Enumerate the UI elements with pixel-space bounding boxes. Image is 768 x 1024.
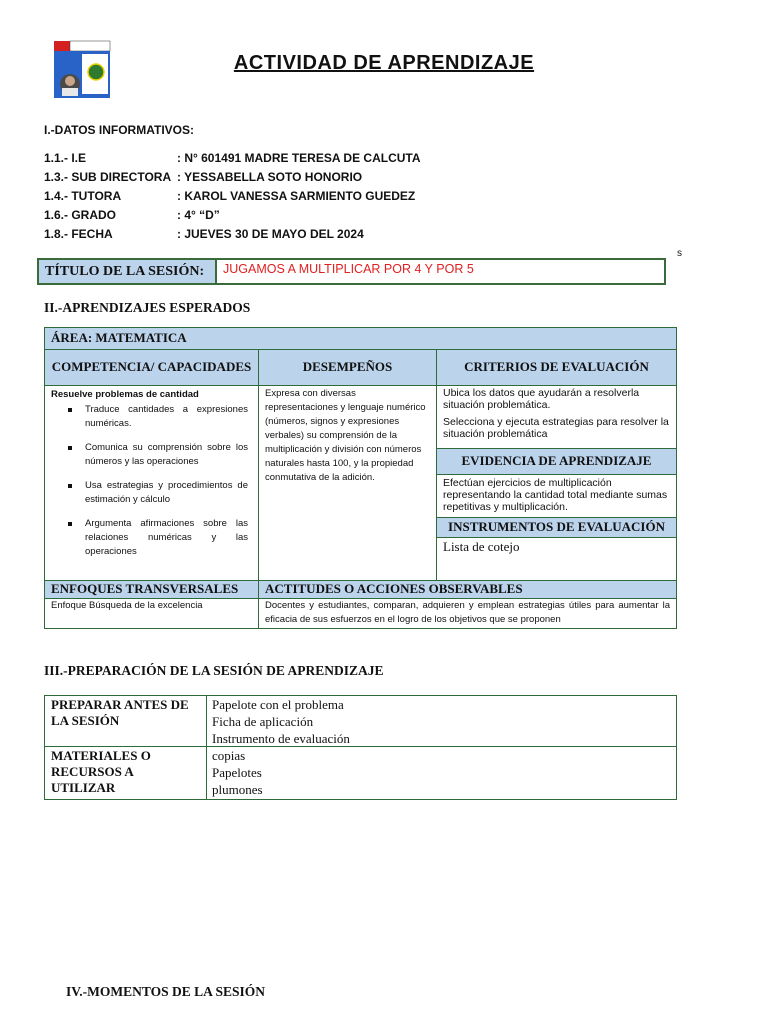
- criterio-item: Selecciona y ejecuta estrategias para resolver la situación problemática: [443, 416, 669, 440]
- enfoque-cell: Enfoque Búsqueda de la excelencia: [44, 598, 259, 629]
- info-label: 1.6.- GRADO: [44, 208, 117, 222]
- instrumentos-cell: Lista de cotejo: [436, 537, 677, 581]
- info-label: 1.1.- I.E: [44, 151, 87, 165]
- actitudes-header: ACTITUDES O ACCIONES OBSERVABLES: [258, 580, 677, 599]
- prep-item: Ficha de aplicación: [212, 714, 314, 729]
- section-heading-aprendizajes: II.-APRENDIZAJES ESPERADOS: [44, 300, 251, 315]
- criterios-cell: [436, 385, 677, 449]
- capacidad-item: Usa estrategias y procedimientos de estimación y cálculo: [85, 479, 254, 507]
- info-value: : JUEVES 30 DE MAYO DEL 2024: [177, 227, 364, 241]
- competencia-header: COMPETENCIA/ CAPACIDADES: [44, 349, 259, 386]
- session-title-label: TÍTULO DE LA SESIÓN:: [39, 260, 217, 283]
- prep-item: plumones: [212, 782, 263, 797]
- prep-item: Instrumento de evaluación: [212, 731, 350, 746]
- prep-label-line: RECURSOS A UTILIZAR: [51, 764, 133, 795]
- instrumentos-header: INSTRUMENTOS DE EVALUACIÓN: [436, 517, 677, 538]
- section-heading-momentos: IV.-MOMENTOS DE LA SESIÓN: [66, 984, 266, 999]
- capacidades-list: [51, 403, 254, 559]
- enfoques-header: ENFOQUES TRANSVERSALES: [44, 580, 259, 599]
- prep-label-line: MATERIALES O: [51, 748, 151, 763]
- capacidad-item: Comunica su comprensión sobre los números y las operaciones: [85, 441, 254, 469]
- stray-character: s: [677, 248, 682, 259]
- info-label: 1.4.- TUTORA: [44, 189, 122, 203]
- actitud-cell: Docentes y estudiantes, comparan, adquieren y emplean estrategias útiles para aumentar la eficacia de sus esfuerzos en el logro de los objetivos que se proponen: [258, 598, 677, 629]
- info-value: : YESSABELLA SOTO HONORIO: [177, 170, 363, 184]
- info-value: : N° 601491 MADRE TERESA DE CALCUTA: [177, 151, 421, 165]
- prep-label-line: PREPARAR ANTES DE: [51, 697, 189, 712]
- section-heading-preparacion: III.-PREPARACIÓN DE LA SESIÓN DE APRENDIZAJE: [44, 663, 384, 678]
- prep-item: Papelote con el problema: [212, 697, 344, 712]
- session-title-box: [37, 258, 666, 285]
- info-value: : KAROL VANESSA SARMIENTO GUEDEZ: [177, 189, 416, 203]
- capacidad-item: Traduce cantidades a expresiones numéricas.: [85, 403, 254, 431]
- competencia-cell: [44, 385, 259, 581]
- prep-item: copias: [212, 748, 246, 763]
- info-value: : 4° “D”: [177, 208, 220, 222]
- section-heading-datos: I.-DATOS INFORMATIVOS:: [44, 123, 194, 137]
- evidencia-cell: Efectúan ejercicios de multiplicación representando la cantidad total mediante sumas repetitivas y multiplicación.: [436, 474, 677, 518]
- preparar-label-cell: [44, 695, 207, 747]
- session-title-value: JUGAMOS A MULTIPLICAR POR 4 Y POR 5: [223, 262, 474, 276]
- area-header: ÁREA: MATEMATICA: [44, 327, 677, 350]
- desempeno-cell: Expresa con diversas representaciones y lenguaje numérico (números, signos y expresiones verbales) su comprensión de la multiplicación y división con números naturales hasta 100, y la propiedad conmutativa de la adición.: [258, 385, 437, 581]
- competencia-title: Resuelve problemas de cantidad: [51, 389, 199, 400]
- criterio-item: Ubica los datos que ayudarán a resolverla situación problemática.: [443, 387, 640, 411]
- desempenos-header: DESEMPEÑOS: [258, 349, 437, 386]
- info-label: 1.3.- SUB DIRECTORA: [44, 170, 172, 184]
- info-label: 1.8.- FECHA: [44, 227, 113, 241]
- materiales-items-cell: [206, 746, 677, 800]
- materiales-label-cell: [44, 746, 207, 800]
- capacidad-item: Argumenta afirmaciones sobre las relaciones numéricas y las operaciones: [85, 517, 254, 559]
- preparar-items-cell: [206, 695, 677, 747]
- page-title: ACTIVIDAD DE APRENDIZAJE: [233, 52, 535, 74]
- criterios-header: CRITERIOS DE EVALUACIÓN: [436, 349, 677, 386]
- prep-item: Papelotes: [212, 765, 262, 780]
- prep-label-line: LA SESIÓN: [51, 713, 120, 728]
- evidencia-header: EVIDENCIA DE APRENDIZAJE: [436, 448, 677, 475]
